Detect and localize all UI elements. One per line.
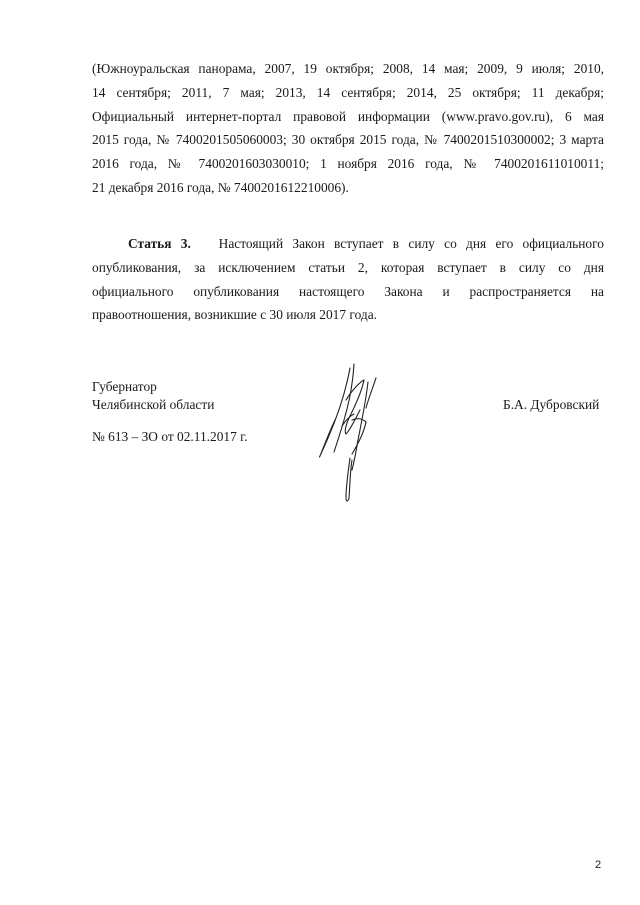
governor-title-line: Губернатор [92,379,157,394]
governor-region-line: Челябинской области [92,397,215,412]
sources-line: (Южноуральская панорама, 2007, 19 октября; 2008, 14 мая; 2009, 9 июля; 2010, [92,61,604,76]
governor-name: Б.А. Дубровский [503,397,600,412]
sources-line: 21 декабря 2016 года, № 7400201612210006). [92,179,349,195]
article-3-first-line [92,232,604,256]
sources-line: 14 сентября; 2011, 7 мая; 2013, 14 сентября; 2014, 25 октября; 11 декабря; [92,84,604,100]
article-3-paragraph [92,232,604,327]
sources-line: 2016 года, № 7400201603030010; 1 ноября 2016 года, № 7400201611010011; [92,156,604,172]
article-3-text: Настоящий Закон вступает в силу со дня его официального [218,236,604,251]
article-3-label: Статья 3. [128,236,191,251]
handwritten-signature [306,360,396,510]
article-3-line: правоотношения, возникшие с 30 июля 2017 года. [92,307,377,323]
sources-paragraph [92,57,604,200]
page-number: 2 [595,859,602,871]
law-number: № 613 – ЗО от 02.11.2017 г. [92,429,248,444]
article-3-line: официального опубликования настоящего Закона и распространяется на [92,283,604,299]
sources-line: 2015 года, № 7400201505060003; 30 октября 2015 года, № 7400201510300002; 3 марта [92,132,604,148]
article-3-line: опубликования, за исключением статьи 2, которая вступает в силу со дня [92,259,604,275]
sources-line: Официальный интернет-портал правовой информации (www.pravo.gov.ru), 6 мая [92,108,604,124]
governor-title [92,378,214,414]
